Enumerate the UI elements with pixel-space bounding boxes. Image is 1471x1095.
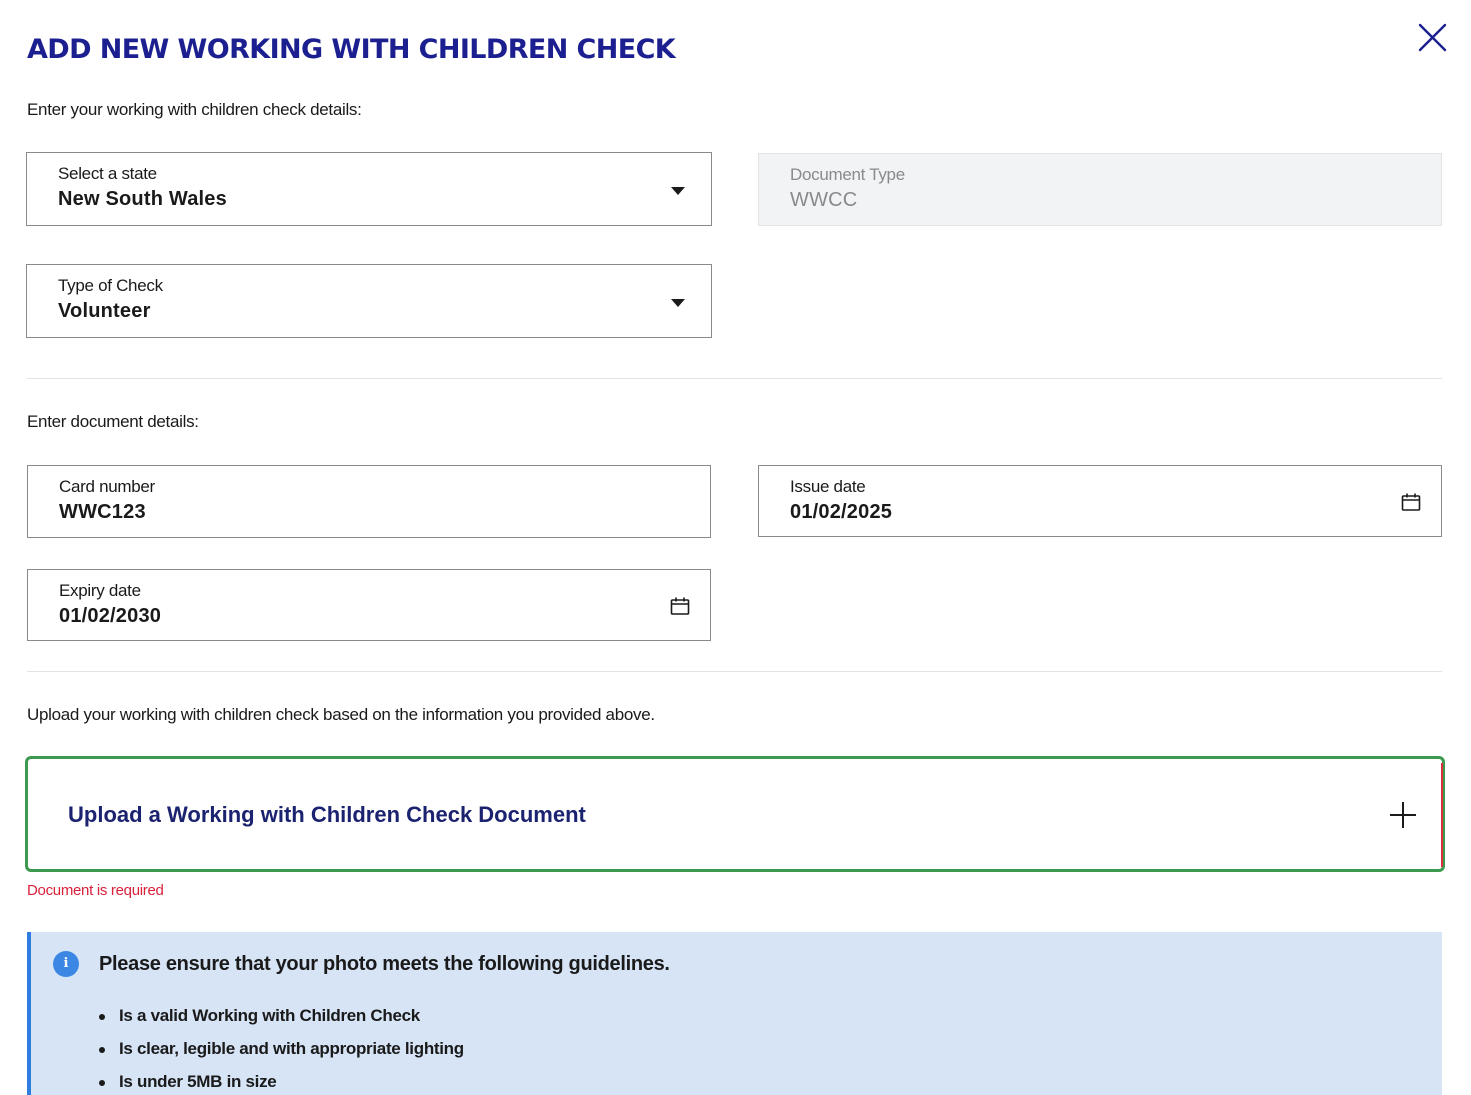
calendar-icon[interactable] bbox=[670, 596, 690, 616]
document-details-intro: Enter document details: bbox=[27, 412, 199, 431]
card-number-value: WWC123 bbox=[59, 501, 146, 523]
guidelines-title: Please ensure that your photo meets the following guidelines. bbox=[99, 953, 670, 975]
calendar-icon[interactable] bbox=[1401, 492, 1421, 512]
document-type-label: Document Type bbox=[790, 165, 905, 184]
error-indicator bbox=[1441, 763, 1443, 867]
list-item: Is clear, legible and with appropriate lighting bbox=[119, 1039, 464, 1072]
upload-error-message: Document is required bbox=[27, 882, 164, 899]
upload-document-button[interactable] bbox=[25, 756, 1445, 872]
state-select-label: Select a state bbox=[58, 164, 157, 183]
close-icon bbox=[1414, 20, 1450, 56]
guidelines-list bbox=[119, 1006, 464, 1095]
type-of-check-select[interactable] bbox=[26, 264, 712, 338]
section-divider bbox=[27, 671, 1442, 672]
expiry-date-field[interactable] bbox=[27, 569, 711, 641]
check-details-intro: Enter your working with children check details: bbox=[27, 100, 362, 119]
expiry-date-value: 01/02/2030 bbox=[59, 605, 162, 627]
list-item: Is a valid Working with Children Check bbox=[119, 1006, 464, 1039]
section-divider bbox=[27, 378, 1442, 379]
card-number-field[interactable] bbox=[27, 465, 711, 538]
expiry-date-label: Expiry date bbox=[59, 581, 141, 600]
info-icon: i bbox=[53, 951, 79, 977]
state-select[interactable] bbox=[26, 152, 712, 226]
upload-document-label: Upload a Working with Children Check Document bbox=[68, 802, 586, 827]
list-item: Is under 5MB in size bbox=[119, 1072, 464, 1095]
state-select-value: New South Wales bbox=[58, 188, 227, 210]
document-type-value: WWCC bbox=[790, 189, 858, 211]
upload-intro: Upload your working with children check based on the information you provided above. bbox=[27, 705, 655, 724]
document-type-field bbox=[758, 153, 1442, 226]
chevron-down-icon bbox=[671, 299, 685, 307]
issue-date-field[interactable] bbox=[758, 465, 1442, 537]
chevron-down-icon bbox=[671, 187, 685, 195]
modal-title: ADD NEW WORKING WITH CHILDREN CHECK bbox=[27, 34, 676, 65]
type-of-check-value: Volunteer bbox=[58, 300, 151, 322]
plus-icon bbox=[1388, 800, 1418, 830]
guidelines-panel bbox=[27, 932, 1442, 1095]
issue-date-label: Issue date bbox=[790, 477, 866, 496]
issue-date-value: 01/02/2025 bbox=[790, 501, 893, 523]
close-button[interactable] bbox=[1414, 20, 1450, 56]
type-of-check-label: Type of Check bbox=[58, 276, 163, 295]
card-number-label: Card number bbox=[59, 477, 155, 496]
